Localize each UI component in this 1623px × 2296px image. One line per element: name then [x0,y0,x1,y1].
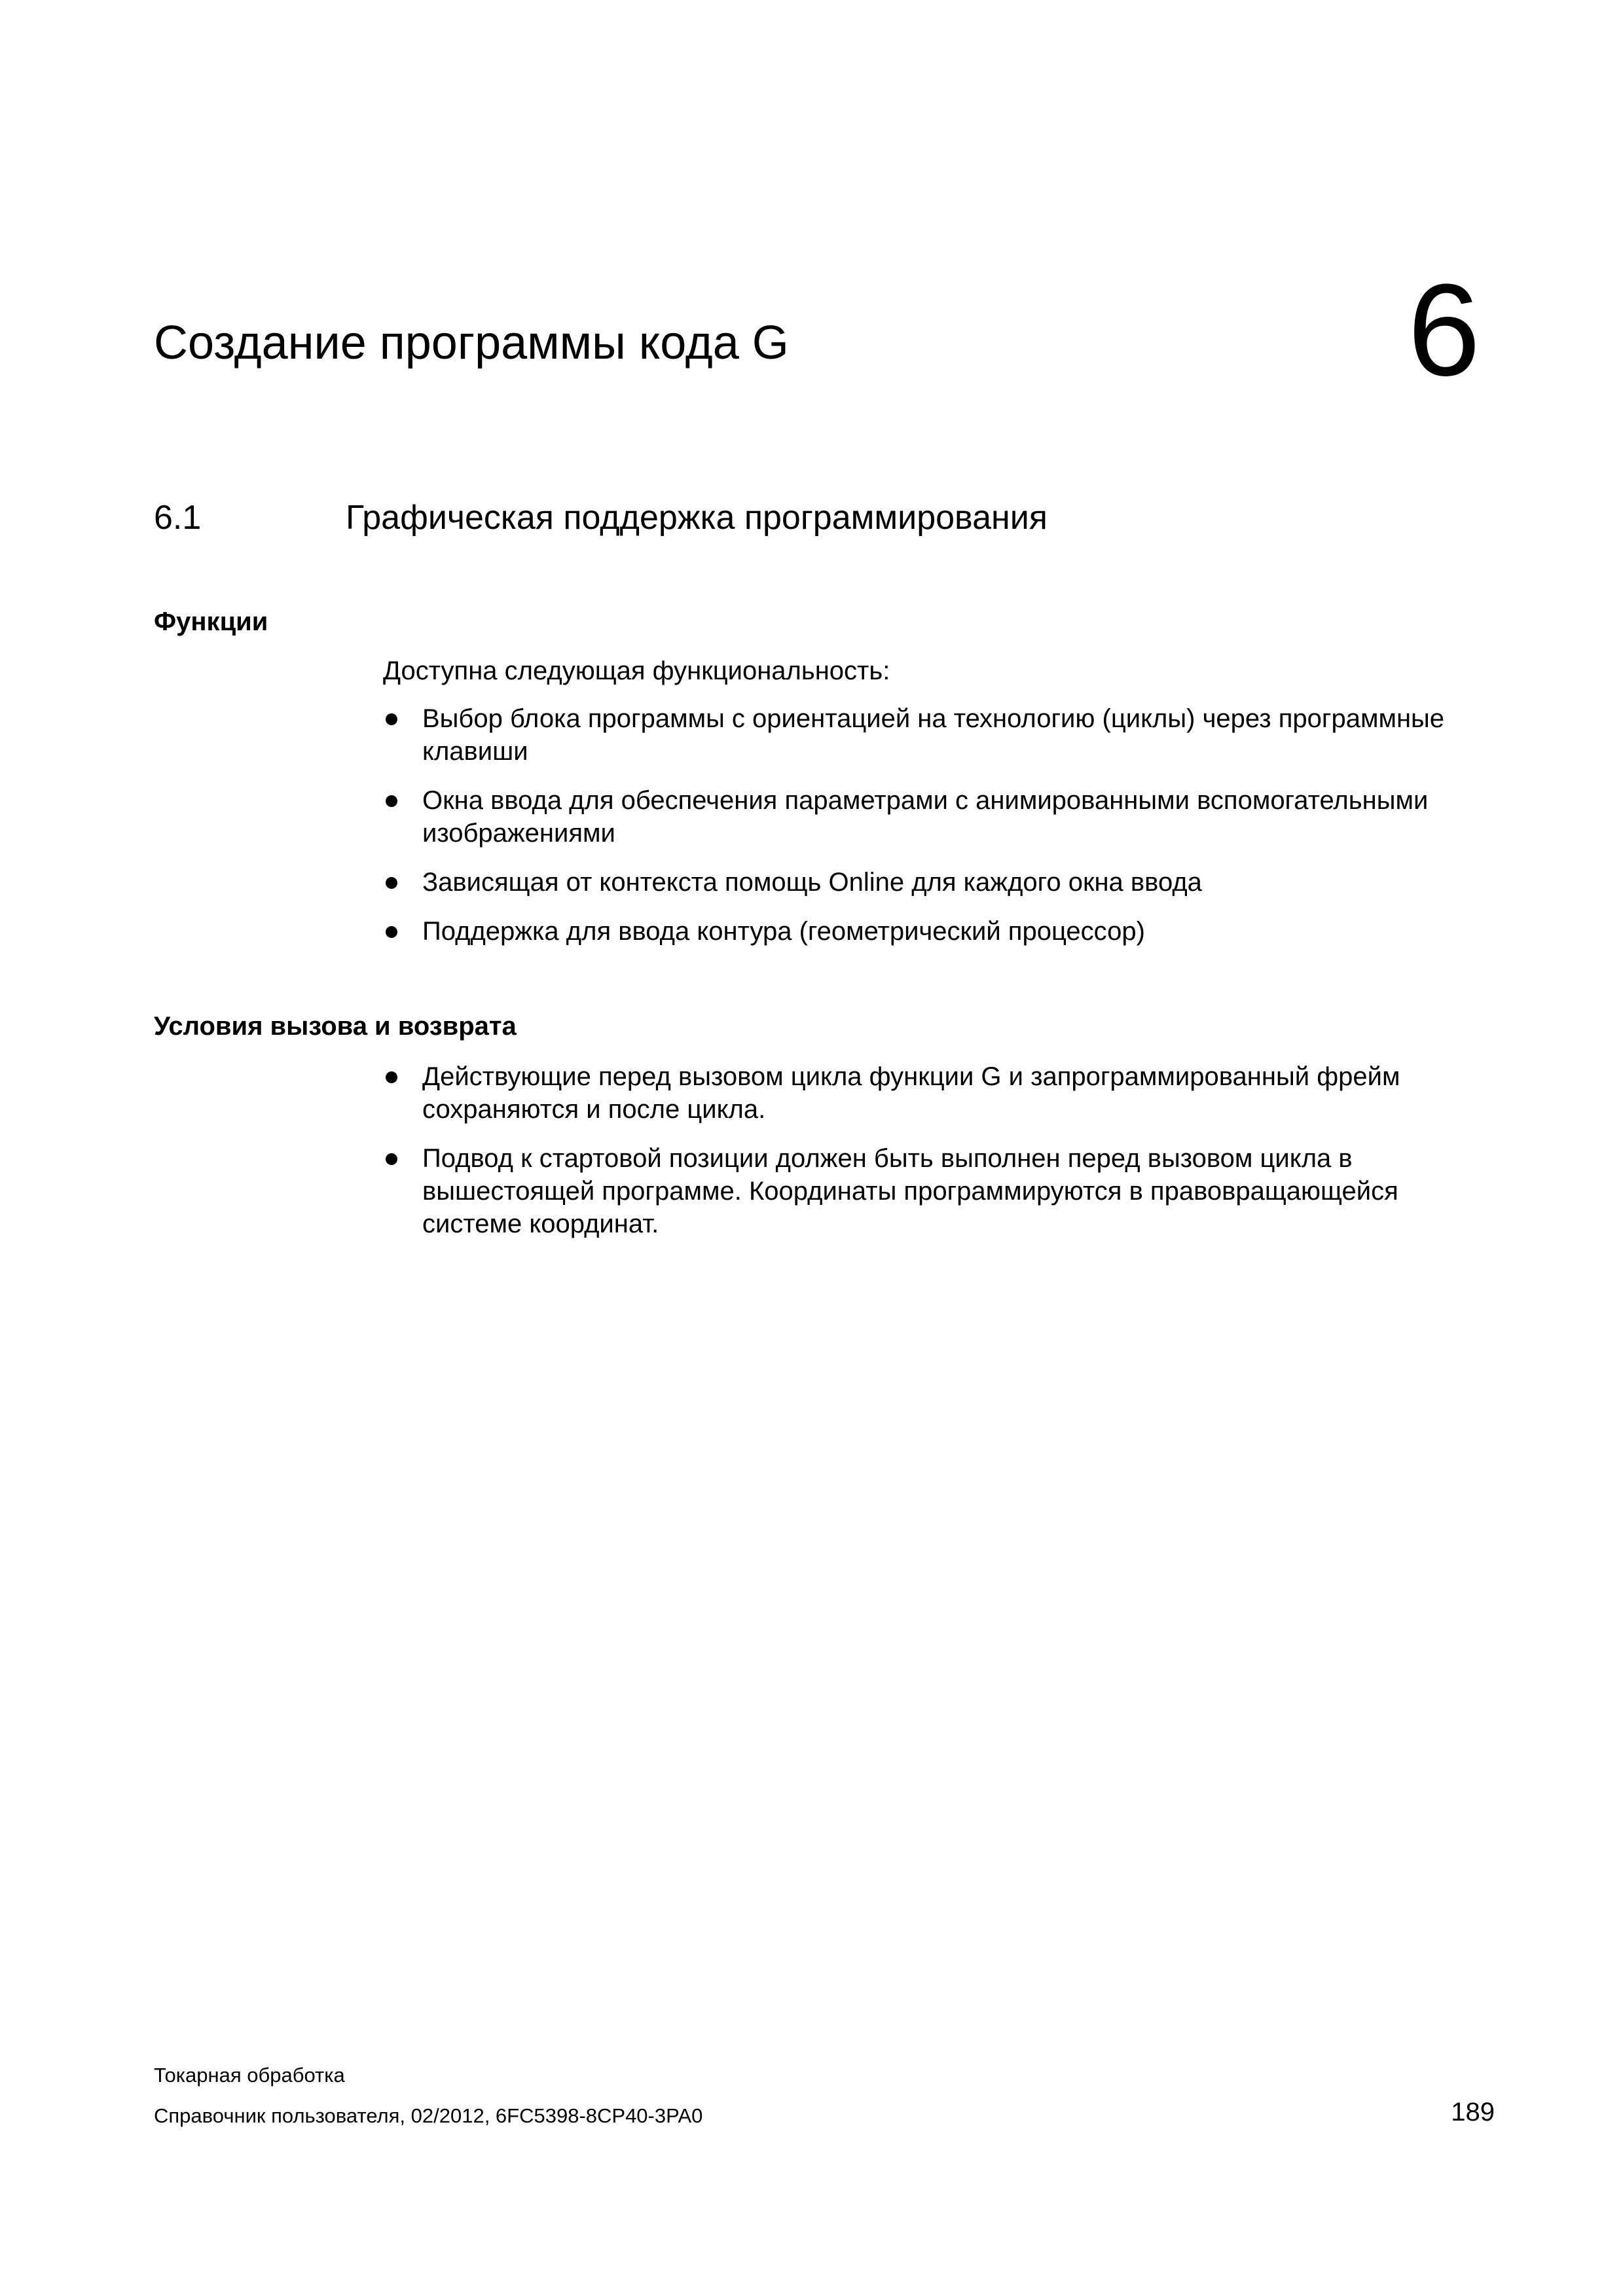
chapter-title: Создание программы кода G [154,317,789,369]
list-item-text: Зависящая от контекста помощь Online для каждого окна ввода [422,868,1202,897]
conditions-heading: Условия вызова и возврата [154,1012,517,1041]
bullet-icon [386,713,397,725]
list-item-text: Действующие перед вызовом цикла функции G и запрограммированный фрейм сохраняются и после цикла. [422,1062,1400,1124]
footer-book-title: Токарная обработка [154,2064,345,2087]
list-item [383,1060,1496,1126]
list-item [383,866,1496,899]
list-item-text: Поддержка для ввода контура (геометрический процессор) [422,917,1145,946]
list-item [383,915,1496,948]
section-title: Графическая поддержка программирования [346,499,1048,537]
page-number: 189 [1451,2098,1495,2126]
chapter-number: 6 [1408,257,1481,403]
bullet-icon [386,1153,397,1165]
bullet-icon [386,877,397,889]
list-item [383,702,1496,768]
list-item [383,1142,1496,1240]
list-item-text: Выбор блока программы с ориентацией на технологию (циклы) через программные клавиши [422,704,1445,766]
list-item-text: Окна ввода для обеспечения параметрами с анимированными вспомогательными изображениями [422,786,1429,848]
bullet-icon [386,1071,397,1083]
functions-heading: Функции [154,607,268,636]
list-item-text: Подвод к стартовой позиции должен быть выполнен перед вызовом цикла в вышестоящей программе. Координаты программируются в правовращающейся системе координат. [422,1144,1398,1238]
conditions-list [383,1060,1496,1257]
functions-list [383,702,1496,964]
section-number: 6.1 [154,499,202,537]
bullet-icon [386,926,397,938]
footer-manual-info: Справочник пользователя, 02/2012, 6FC5398-8CP40-3PA0 [154,2104,703,2127]
functions-intro: Доступна следующая функциональность: [383,656,890,685]
bullet-icon [386,795,397,807]
list-item [383,784,1496,850]
